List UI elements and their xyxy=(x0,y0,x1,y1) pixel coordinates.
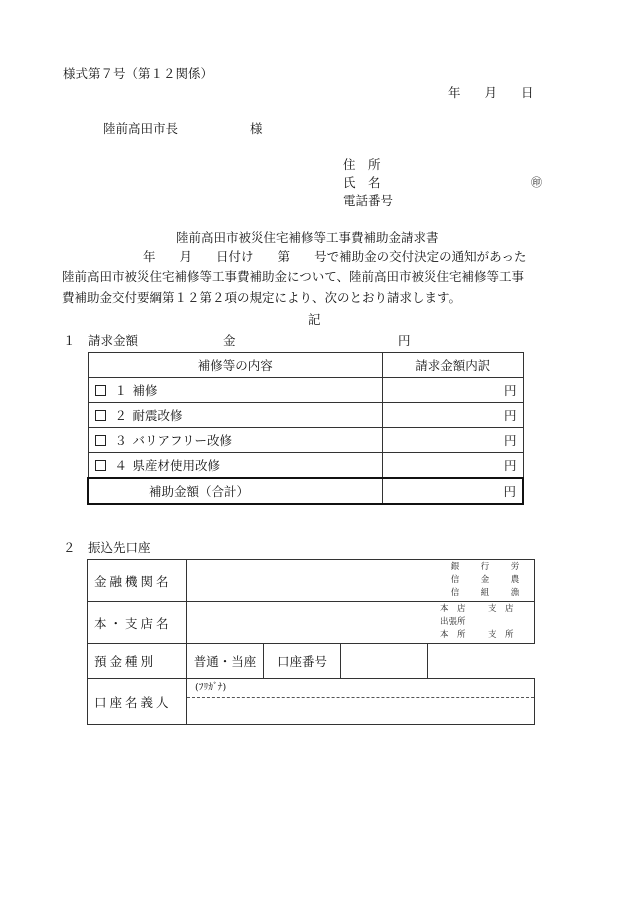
type-char: 漁 xyxy=(510,588,520,598)
body-line-2: 陸前高田市被災住宅補修等工事費補助金について、陸前高田市被災住宅補修等工事 xyxy=(62,269,525,284)
row-label: 補修 xyxy=(132,383,158,398)
row-number: ２ xyxy=(114,408,128,423)
section2-number: ２ xyxy=(63,540,76,555)
branch-label: 本・支店名 xyxy=(88,602,187,644)
type-char: 信 xyxy=(450,588,460,598)
type-char: 農 xyxy=(510,575,520,585)
total-amount-cell[interactable]: 円 xyxy=(383,478,524,504)
body-notice: 号で補助金の交付決定の通知があった xyxy=(314,249,527,264)
type-char: 金 xyxy=(480,575,490,585)
table-row xyxy=(88,378,523,403)
type-char: 銀 xyxy=(450,562,460,572)
type-char: 行 xyxy=(480,562,490,572)
row-number: １ xyxy=(114,383,128,398)
institution-types xyxy=(436,560,534,601)
section1-yen: 円 xyxy=(398,333,411,348)
form-number: 様式第７号（第１２関係） xyxy=(63,66,214,81)
checkbox-seismic[interactable] xyxy=(95,410,106,421)
branch-cell[interactable] xyxy=(187,602,535,644)
body-year: 年 xyxy=(143,249,156,264)
deposit-type-label: 預金種別 xyxy=(88,644,187,679)
amount-cell[interactable]: 円 xyxy=(383,428,524,453)
date-month: 月 xyxy=(484,85,498,100)
checkbox-local-timber[interactable] xyxy=(95,460,106,471)
date-year: 年 xyxy=(448,85,461,100)
type-char: 組 xyxy=(480,588,490,598)
branch-type: 本 所 xyxy=(440,630,466,640)
branch-type: 支 店 xyxy=(488,604,514,614)
amount-cell[interactable]: 円 xyxy=(383,453,524,479)
row-number: ３ xyxy=(114,433,128,448)
branch-type: 本 店 xyxy=(440,604,466,614)
type-char: 信 xyxy=(450,575,460,585)
document-title: 陸前高田市被災住宅補修等工事費補助金請求書 xyxy=(176,230,439,245)
phone-label: 電話番号 xyxy=(343,193,394,208)
header-amount: 請求金額内訳 xyxy=(383,353,524,378)
blank-cell xyxy=(428,644,535,679)
body-line-3: 費補助金交付要綱第１２第２項の規定により、次のとおり請求します。 xyxy=(62,290,462,305)
recipient-name: 陸前高田市長 xyxy=(103,121,179,136)
deposit-type-value[interactable]: 普通・当座 xyxy=(187,644,264,679)
institution-row xyxy=(88,560,535,602)
branch-type: 支 所 xyxy=(488,630,514,640)
checkbox-repair[interactable] xyxy=(95,385,106,396)
claim-breakdown-table xyxy=(87,352,524,505)
body-month: 月 xyxy=(179,249,193,264)
amount-cell[interactable]: 円 xyxy=(383,403,524,428)
section1-label: 請求金額 xyxy=(88,333,139,348)
institution-label: 金融機関名 xyxy=(88,560,187,602)
section1-kin: 金 xyxy=(223,333,236,348)
row-label: バリアフリー改修 xyxy=(132,433,233,448)
body-day-ref: 日付け xyxy=(216,249,254,264)
table-row xyxy=(88,453,523,479)
body-line-1 xyxy=(143,251,526,264)
ki-mark: 記 xyxy=(308,312,321,327)
name-label: 氏 名 xyxy=(343,175,381,190)
total-row xyxy=(88,478,523,504)
section1-number: １ xyxy=(63,333,76,348)
table-row xyxy=(88,428,523,453)
table-row xyxy=(88,403,523,428)
amount-cell[interactable]: 円 xyxy=(383,378,524,403)
holder-row xyxy=(88,679,535,725)
total-label: 補助金額（合計） xyxy=(88,478,383,504)
holder-label: 口座名義人 xyxy=(88,679,187,725)
holder-cell[interactable] xyxy=(187,679,535,725)
address-label: 住 所 xyxy=(343,157,381,172)
type-char: 労 xyxy=(510,562,520,572)
institution-cell[interactable] xyxy=(187,560,535,602)
account-number-cell[interactable] xyxy=(341,644,428,679)
bank-account-table xyxy=(87,559,535,725)
checkbox-barrier-free[interactable] xyxy=(95,435,106,446)
seal-mark: ㊞ xyxy=(531,176,542,189)
row-label: 耐震改修 xyxy=(132,408,183,423)
row-number: ４ xyxy=(114,458,128,473)
row-label: 県産材使用改修 xyxy=(132,458,221,473)
header-content: 補修等の内容 xyxy=(88,353,383,378)
date-day: 日 xyxy=(521,85,534,100)
account-number-label: 口座番号 xyxy=(264,644,341,679)
body-dai: 第 xyxy=(277,249,291,264)
branch-type: 出張所 xyxy=(440,617,466,627)
recipient-honorific: 様 xyxy=(250,121,263,136)
section2-label: 振込先口座 xyxy=(88,540,151,555)
date-line xyxy=(448,87,534,100)
table-header-row xyxy=(88,353,523,378)
branch-type xyxy=(488,616,530,629)
deposit-row xyxy=(88,644,535,679)
furigana-line: (ﾌﾘｶﾞﾅ) xyxy=(187,679,534,698)
branch-types xyxy=(436,602,534,643)
branch-row xyxy=(88,602,535,644)
